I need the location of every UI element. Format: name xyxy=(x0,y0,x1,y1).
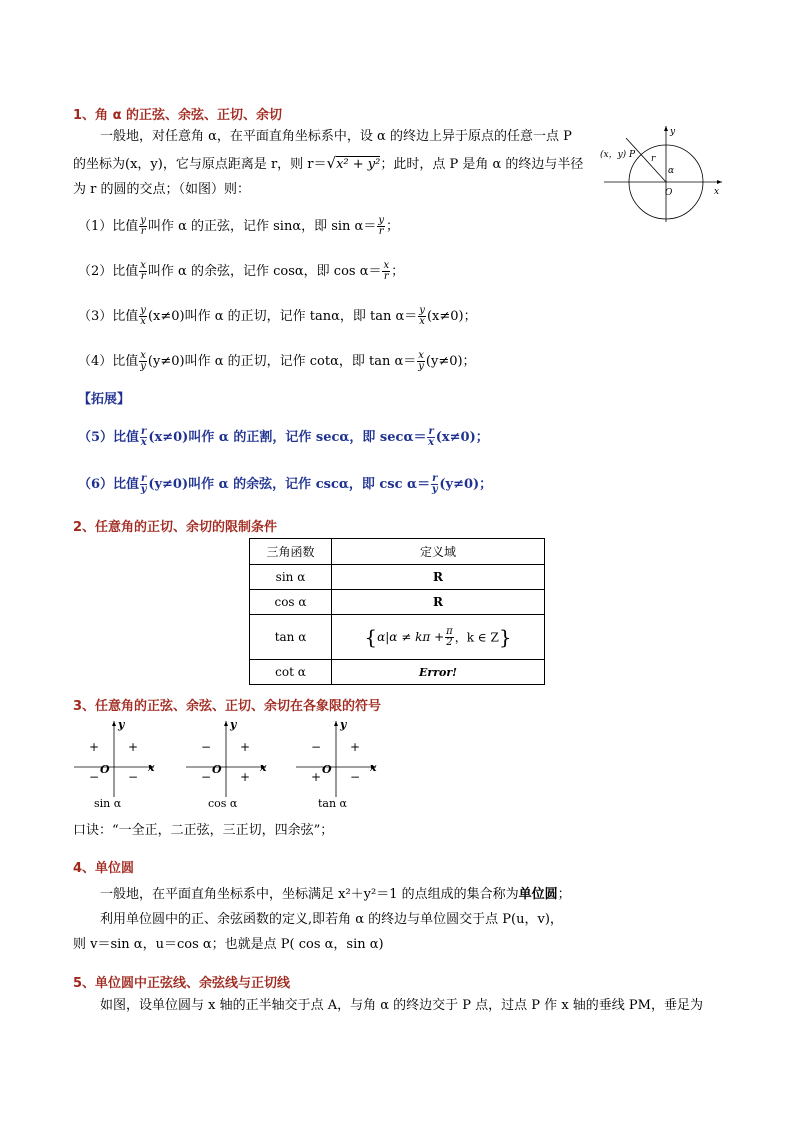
fraction xyxy=(140,427,147,448)
item-prefix: （4）比值 xyxy=(78,354,139,369)
table-cell: cos α xyxy=(250,590,332,615)
item-suffix: (y≠0)； xyxy=(439,477,493,492)
table-cell: Error! xyxy=(332,660,545,685)
numerator: y xyxy=(140,305,146,316)
q1-sign: + xyxy=(350,740,361,754)
origin-label: O xyxy=(212,763,222,776)
paragraph-line: 利用单位圆中的正、余弦函数的定义,即若角 α 的终边与单位圆交于点 P(u，v)， xyxy=(100,912,563,927)
q2-sign: + xyxy=(89,740,100,754)
fraction xyxy=(139,306,147,327)
origin-label: O xyxy=(322,763,332,776)
y-label: y xyxy=(118,718,125,731)
origin-label: O xyxy=(665,188,673,198)
paragraph-line: 为 r 的圆的交点；（如图）则： xyxy=(73,182,250,197)
text-fragment: 的坐标为(x，y)，它与原点距离是 r，则 r＝ xyxy=(73,157,327,172)
q4-sign: − xyxy=(350,770,361,784)
denominator: x xyxy=(428,437,435,448)
y-label: y xyxy=(670,127,676,137)
cos-sign-diagram xyxy=(186,718,267,810)
denominator: r xyxy=(378,226,384,237)
item-prefix: （3）比值 xyxy=(78,309,139,324)
definition-item xyxy=(78,261,404,282)
table-row xyxy=(250,590,545,615)
item-suffix: ； xyxy=(391,264,405,279)
numerator: r xyxy=(141,426,147,437)
diagram-label: sin α xyxy=(94,797,122,810)
item-text: 叫作 α 的正弦，记作 sinα，即 sin α＝ xyxy=(147,219,377,234)
numerator: r xyxy=(141,473,147,484)
item-text: 叫作 α 的余弦，记作 cosα，即 cos α＝ xyxy=(147,264,382,279)
domain-table xyxy=(249,538,545,685)
brace: { xyxy=(364,625,378,649)
terminal-side-figure xyxy=(598,122,728,224)
y-label: y xyxy=(230,718,237,731)
denominator: x xyxy=(140,316,146,327)
brace: } xyxy=(498,625,512,649)
item-text: (y≠0)叫作 α 的正切，记作 cotα，即 tan α＝ xyxy=(147,354,417,369)
sin-sign-diagram xyxy=(74,718,155,810)
item-prefix: （2）比值 xyxy=(78,264,139,279)
text-fragment: ；此时，点 P 是角 α 的终边与半径 xyxy=(380,157,584,172)
y-axis-arrow xyxy=(664,126,668,131)
table-row xyxy=(250,615,545,660)
quadrant-sign-diagrams xyxy=(74,715,394,810)
denominator: r xyxy=(383,271,389,282)
definition-item xyxy=(78,351,476,372)
set-left: α|α ≠ kπ + xyxy=(377,630,445,644)
x-label: x xyxy=(260,761,267,774)
point-label: (x，y) P xyxy=(600,150,636,160)
denominator: x xyxy=(419,316,425,327)
numerator: y xyxy=(140,215,146,226)
numerator: y xyxy=(419,305,425,316)
table-header-row xyxy=(250,539,545,565)
definition-item xyxy=(78,216,399,237)
q4-sign: + xyxy=(240,770,251,784)
q3-sign: − xyxy=(201,770,212,784)
section-heading: 5、单位圆中正弦线、余弦线与正切线 xyxy=(73,976,291,991)
q2-sign: − xyxy=(201,740,212,754)
tan-sign-diagram xyxy=(296,718,377,810)
fraction xyxy=(139,351,147,372)
numerator: r xyxy=(432,473,438,484)
denominator: r xyxy=(140,271,146,282)
item-suffix: ； xyxy=(386,219,400,234)
numerator: y xyxy=(378,215,384,226)
fraction xyxy=(431,474,438,495)
x-label: x xyxy=(148,761,155,774)
denominator: r xyxy=(140,226,146,237)
q3-sign: − xyxy=(89,770,100,784)
terminal-side xyxy=(626,138,666,182)
denominator: y xyxy=(140,361,146,372)
definition-item xyxy=(78,306,477,327)
sqrt-radicand: x² + y² xyxy=(336,157,381,172)
numerator: x xyxy=(140,260,146,271)
q1-sign: + xyxy=(240,740,251,754)
table-cell: R xyxy=(332,590,545,615)
term-bold: 单位圆 xyxy=(518,887,558,902)
diagram-label: cos α xyxy=(208,797,238,810)
item-prefix: （6）比值 xyxy=(78,477,140,492)
denominator: x xyxy=(140,437,147,448)
table-cell: tan α xyxy=(250,615,332,660)
paragraph-line xyxy=(73,155,583,173)
q4-sign: − xyxy=(128,770,139,784)
item-text: (x≠0)叫作 α 的正切，记作 tanα，即 tan α＝ xyxy=(147,309,418,324)
fraction xyxy=(139,261,147,282)
table-header-cell: 定义域 xyxy=(332,539,545,565)
denominator: 2 xyxy=(446,636,453,648)
q3-sign: + xyxy=(311,770,322,784)
set-right: ，k ∈ Z xyxy=(454,630,499,645)
x-label: x xyxy=(714,187,720,197)
item-suffix: (y≠0)； xyxy=(425,354,476,369)
extension-item xyxy=(78,427,489,448)
y-label: y xyxy=(340,718,347,731)
table-cell: cot α xyxy=(250,660,332,685)
table-cell: sin α xyxy=(250,565,332,590)
r-label: r xyxy=(651,154,656,164)
table-row xyxy=(250,565,545,590)
fraction xyxy=(427,427,434,448)
fraction xyxy=(377,216,385,237)
diagram-label: tan α xyxy=(318,797,347,810)
fraction xyxy=(382,261,390,282)
fraction xyxy=(140,474,147,495)
sqrt-sign: √ xyxy=(326,154,337,172)
section-heading: 1、角 α 的正弦、余弦、正切、余切 xyxy=(73,108,283,123)
item-text: (y≠0)叫作 α 的余弦，记作 cscα，即 csc α＝ xyxy=(148,477,431,492)
x-axis-arrow xyxy=(717,180,722,184)
fraction xyxy=(139,216,147,237)
fraction xyxy=(418,306,426,327)
item-suffix: (x≠0)； xyxy=(435,430,489,445)
table-cell: R xyxy=(332,565,545,590)
extension-label: 【拓展】 xyxy=(78,392,131,407)
paragraph-line: 如图，设单位圆与 x 轴的正半轴交于点 A，与角 α 的终边交于 P 点，过点 P 作 x 轴的垂线 PM，垂足为 xyxy=(100,998,703,1013)
paragraph-line xyxy=(100,886,571,903)
table-row xyxy=(250,660,545,685)
item-text: (x≠0)叫作 α 的正割，记作 secα，即 secα＝ xyxy=(148,430,427,445)
section-heading: 4、单位圆 xyxy=(73,861,135,876)
numerator: x xyxy=(383,260,390,271)
denominator: y xyxy=(418,361,424,372)
denominator: y xyxy=(140,484,147,495)
extension-item xyxy=(78,474,492,495)
fraction xyxy=(417,351,425,372)
table-header-cell: 三角函数 xyxy=(250,539,332,565)
text-fragment: 一般地，在平面直角坐标系中，坐标满足 x²＋y²＝1 的点组成的集合称为 xyxy=(100,887,519,902)
arrow xyxy=(112,721,116,726)
mnemonic: 口诀：“一全正，二正弦，三正切，四余弦”； xyxy=(73,823,334,838)
numerator: x xyxy=(140,350,146,361)
x-label: x xyxy=(370,761,377,774)
origin-label: O xyxy=(100,763,110,776)
paragraph-line: 一般地，对任意角 α，在平面直角坐标系中，设 α 的终边上异于原点的任意一点 P xyxy=(100,129,572,144)
item-prefix: （1）比值 xyxy=(78,219,139,234)
numerator: r xyxy=(428,426,434,437)
section-heading: 2、任意角的正切、余切的限制条件 xyxy=(73,520,278,535)
fraction xyxy=(445,627,454,648)
numerator: x xyxy=(418,350,424,361)
item-prefix: （5）比值 xyxy=(78,430,140,445)
arrow xyxy=(334,721,338,726)
denominator: y xyxy=(431,484,438,495)
paragraph-line: 则 v＝sin α，u＝cos α；也就是点 P( cos α，sin α) xyxy=(73,937,384,952)
alpha-label: α xyxy=(668,166,675,176)
text-fragment: ； xyxy=(557,887,571,902)
table-cell xyxy=(332,615,545,660)
arrow xyxy=(224,721,228,726)
section-heading: 3、任意角的正弦、余弦、正切、余切在各象限的符号 xyxy=(73,699,382,714)
q2-sign: − xyxy=(311,740,322,754)
item-suffix: (x≠0)； xyxy=(426,309,477,324)
numerator: π xyxy=(446,625,453,637)
q1-sign: + xyxy=(128,740,139,754)
